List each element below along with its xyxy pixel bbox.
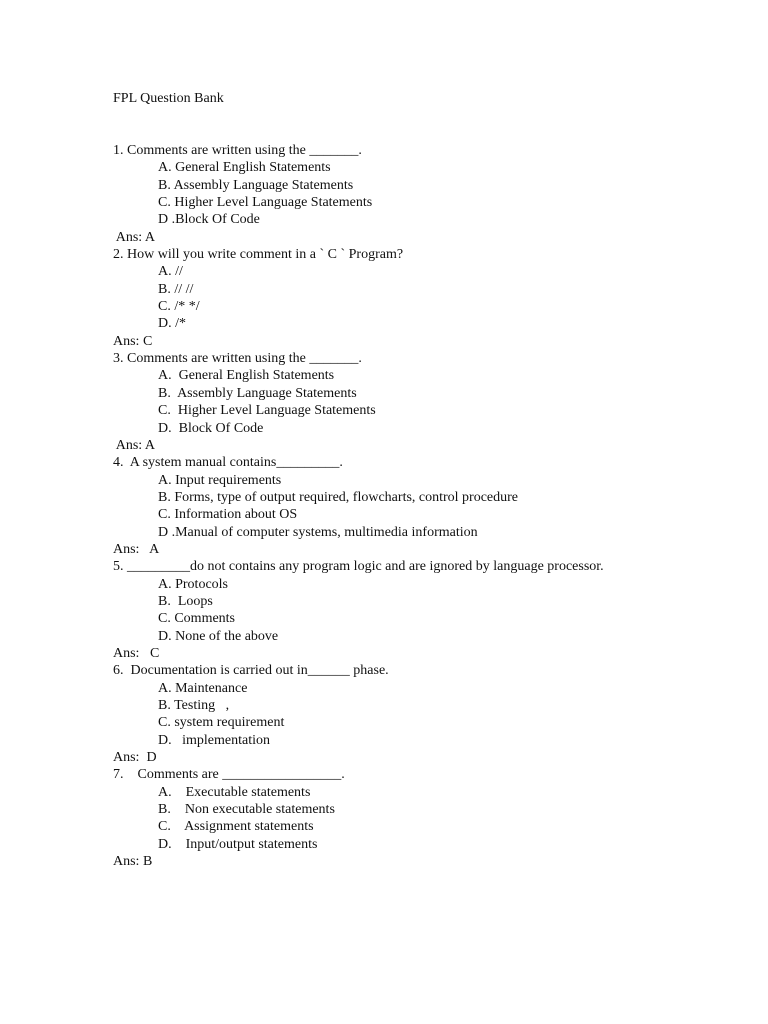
option-a: A. Protocols — [158, 576, 228, 592]
answer-text: Ans: A — [113, 437, 156, 453]
question-1 — [113, 142, 753, 246]
option-c: C. Comments — [158, 611, 236, 627]
option-c: C. system requirement — [158, 715, 285, 731]
option-a: A. Maintenance — [158, 680, 248, 696]
question-text: 3. Comments are written using the _______. — [113, 351, 362, 367]
option-c: C. Higher Level Language Statements — [158, 195, 373, 211]
answer-text: Ans: A — [113, 541, 160, 557]
question-text: 5. _________do not contains any program logic and are ignored by language processor. — [113, 559, 604, 575]
option-d: D. Block Of Code — [158, 420, 264, 436]
option-d: D .Manual of computer systems, multimedia information — [158, 524, 478, 540]
question-list — [113, 142, 753, 870]
option-a: A. Input requirements — [158, 472, 282, 488]
option-b: B. Forms, type of output required, flowcharts, control procedure — [158, 489, 519, 505]
option-a: A. General English Statements — [158, 368, 335, 384]
option-c: C. Information about OS — [158, 507, 298, 523]
answer-text: Ans: B — [113, 854, 153, 870]
option-c: C. Higher Level Language Statements — [158, 403, 376, 419]
option-d: D. implementation — [158, 732, 270, 748]
option-d: D. /* — [158, 316, 186, 332]
option-b: B. Testing , — [158, 698, 230, 713]
answer-text: Ans: D — [113, 750, 157, 766]
option-c: C. /* */ — [158, 299, 200, 315]
question-text: 1. Comments are written using the _______. — [113, 143, 362, 158]
question-3 — [113, 350, 753, 454]
question-text: 7. Comments are _________________. — [113, 767, 345, 783]
question-7 — [113, 766, 753, 870]
option-b: B. Loops — [158, 593, 213, 609]
question-6 — [113, 662, 753, 766]
answer-text: Ans: A — [113, 229, 156, 245]
question-5 — [113, 558, 753, 662]
question-4 — [113, 454, 753, 558]
option-b: B. Assembly Language Statements — [158, 385, 357, 401]
option-c: C. Assignment statements — [158, 819, 314, 835]
document-title: FPL Question Bank — [113, 91, 224, 106]
option-a: A. // — [158, 264, 183, 280]
question-text: 4. A system manual contains_________. — [113, 455, 343, 471]
option-d: D. None of the above — [158, 628, 279, 644]
answer-text: Ans: C — [113, 333, 153, 349]
question-2 — [113, 246, 753, 350]
option-d: D. Input/output statements — [158, 836, 318, 852]
option-a: A. General English Statements — [158, 160, 331, 176]
question-text: 6. Documentation is carried out in______ phase. — [113, 663, 389, 679]
option-d: D .Block Of Code — [158, 212, 260, 228]
option-b: B. Non executable statements — [158, 802, 335, 818]
option-b: B. // // — [158, 281, 194, 297]
option-a: A. Executable statements — [158, 784, 311, 800]
option-b: B. Assembly Language Statements — [158, 177, 354, 193]
question-text: 2. How will you write comment in a ` C ` Program? — [113, 247, 404, 263]
answer-text: Ans: C — [113, 645, 160, 661]
document-page — [113, 90, 753, 870]
